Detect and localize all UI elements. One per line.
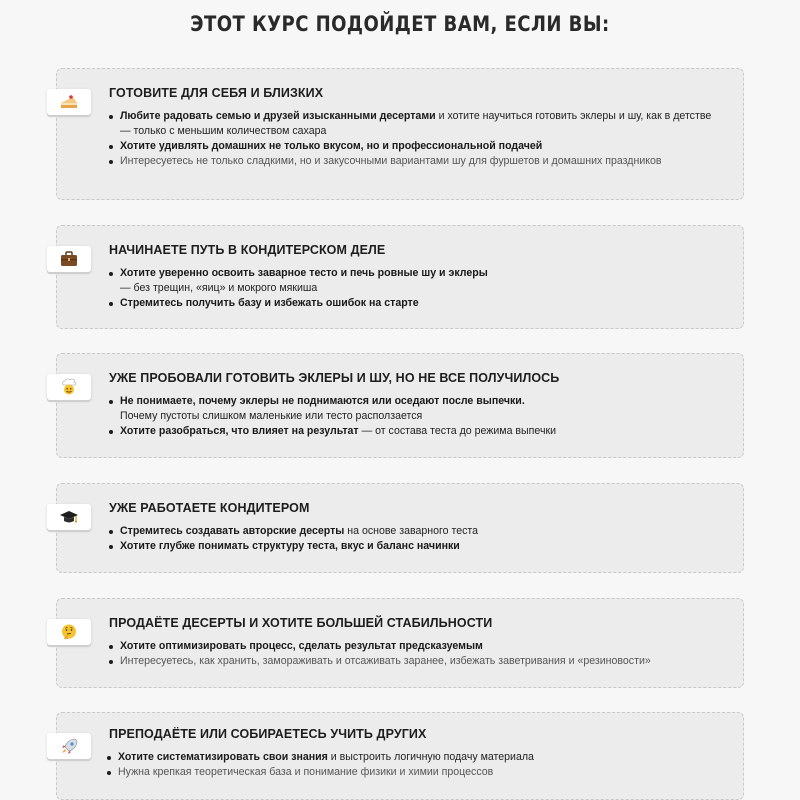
audience-card-pastry-chef (56, 483, 744, 573)
card-title: УЖЕ ПРОБОВАЛИ ГОТОВИТЬ ЭКЛЕРЫ И ШУ, НО НЕ ВСЕ ПОЛУЧИЛОСЬ (109, 371, 560, 385)
card-list (107, 750, 719, 780)
list-item: Не понимаете, почему эклеры не поднимаются или оседают после выпечки. Почему пустоты слишком маленькие или тесто расползается (109, 394, 719, 424)
list-item: Интересуетесь не только сладкими, но и закусочными вариантами шу для фуршетов и домашних праздников (109, 154, 719, 169)
graduation-cap-icon (47, 504, 91, 530)
card-title: НАЧИНАЕТЕ ПУТЬ В КОНДИТЕРСКОМ ДЕЛЕ (109, 243, 386, 257)
audience-card-tried (56, 353, 744, 458)
card-list (109, 524, 719, 554)
card-title: УЖЕ РАБОТАЕТЕ КОНДИТЕРОМ (109, 501, 310, 515)
list-item: Хотите уверенно освоить заварное тесто и печь ровные шу и эклеры — без трещин, «яиц» и мокрого мякиша (109, 266, 719, 296)
rocket-icon (47, 733, 91, 759)
card-title: ПРОДАЁТЕ ДЕСЕРТЫ И ХОТИТЕ БОЛЬШЕЙ СТАБИЛЬНОСТИ (109, 616, 493, 630)
cook-icon (47, 374, 91, 400)
card-list (109, 109, 719, 169)
list-item: Хотите разобраться, что влияет на результат — от состава теста до режима выпечки (109, 424, 719, 439)
list-item: Интересуетесь, как хранить, замораживать и отсаживать заранее, избежать заветривания и «резиновости» (109, 654, 719, 669)
list-item: Хотите глубже понимать структуру теста, вкус и баланс начинки (109, 539, 719, 554)
card-list (109, 394, 719, 439)
audience-card-teacher (56, 712, 744, 800)
card-list (109, 639, 719, 669)
list-item: Нужна крепкая теоретическая база и понимание физики и химии процессов (107, 765, 719, 780)
briefcase-icon (47, 246, 91, 272)
list-item: Хотите оптимизировать процесс, сделать результат предсказуемым (109, 639, 719, 654)
card-title: ГОТОВИТЕ ДЛЯ СЕБЯ И БЛИЗКИХ (109, 86, 324, 100)
list-item: Хотите систематизировать свои знания и выстроить логичную подачу материала (107, 750, 719, 765)
thinking-face-icon (47, 619, 91, 645)
list-item: Стремитесь создавать авторские десерты на основе заварного теста (109, 524, 719, 539)
audience-card-home (56, 68, 744, 200)
page-title: ЭТОТ КУРС ПОДОЙДЕТ ВАМ, ЕСЛИ ВЫ: (190, 12, 610, 36)
card-list (109, 266, 719, 311)
audience-card-seller (56, 598, 744, 688)
list-item: Стремитесь получить базу и избежать ошибок на старте (109, 296, 719, 311)
cake-icon (47, 89, 91, 115)
list-item: Любите радовать семью и друзей изысканными десертами и хотите научиться готовить эклеры и шу, как в детстве — только с меньшим количеством сахара (109, 109, 719, 139)
audience-card-beginner (56, 225, 744, 329)
list-item: Хотите удивлять домашних не только вкусом, но и профессиональной подачей (109, 139, 719, 154)
card-title: ПРЕПОДАЁТЕ ИЛИ СОБИРАЕТЕСЬ УЧИТЬ ДРУГИХ (109, 727, 427, 741)
